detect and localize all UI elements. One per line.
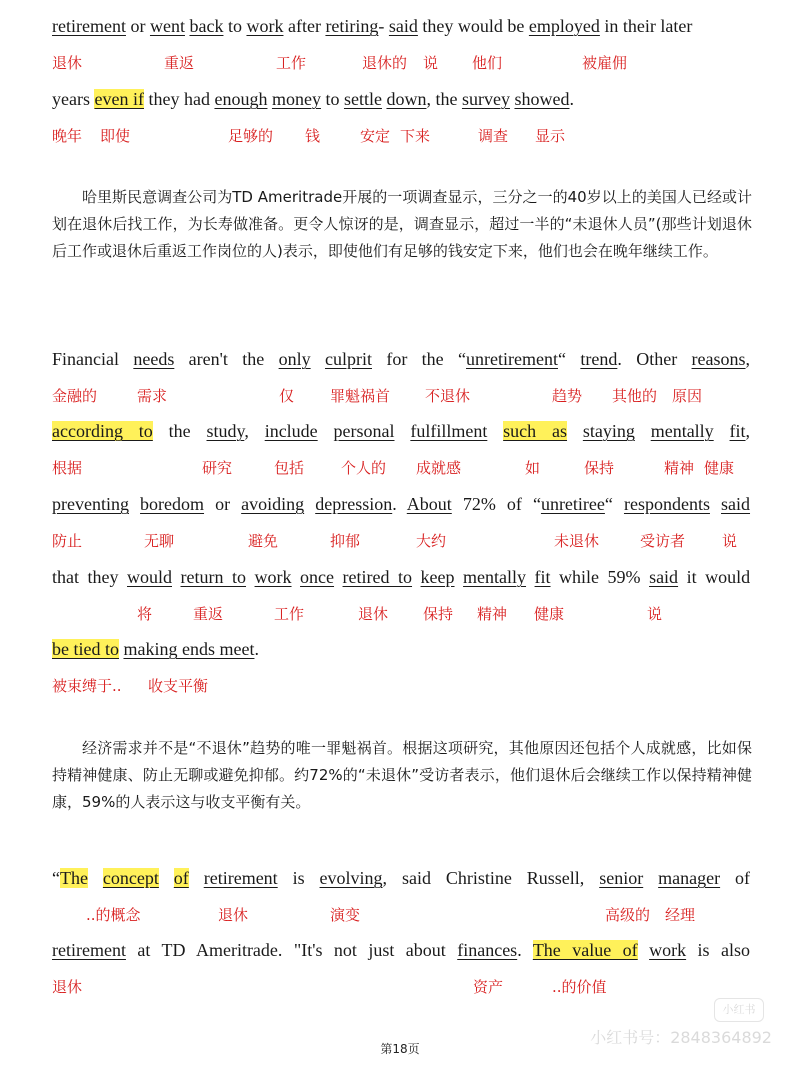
gloss-annotation: 足够的 — [228, 127, 274, 145]
vocab-word: retired to — [342, 567, 413, 587]
gloss-annotation: 精神 — [477, 605, 508, 623]
gloss-annotation: 重返 — [193, 605, 224, 623]
vocab-word: keep — [420, 567, 455, 587]
vocab-word: evolving — [319, 868, 383, 888]
text-run — [159, 868, 174, 888]
gloss-annotation: 退休 — [52, 54, 83, 72]
gloss-annotation: 说 — [647, 605, 663, 623]
gloss-annotation: 调查 — [478, 127, 509, 145]
text-run: , said Christine Russell, — [382, 868, 600, 888]
english-line-6 — [52, 564, 750, 590]
english-line-3 — [52, 346, 750, 372]
vocab-word: making ends meet — [123, 639, 255, 659]
text-run — [304, 494, 315, 514]
english-line-5 — [52, 491, 750, 517]
text-run: . — [517, 940, 533, 960]
vocab-word: include — [264, 421, 318, 441]
watermark-text: 小红书号：2848364892 — [590, 1028, 772, 1047]
text-run: or — [125, 16, 150, 36]
vocab-word: back — [189, 16, 224, 36]
text-run — [714, 421, 730, 441]
gloss-annotation: 根据 — [52, 459, 83, 477]
vocab-word: avoiding — [241, 494, 305, 514]
vocab-word: preventing — [52, 494, 129, 514]
gloss-annotation: ..的价值 — [552, 978, 607, 996]
text-run: . — [569, 89, 574, 109]
vocab-word: work — [254, 567, 292, 587]
vocab-word: culprit — [324, 349, 372, 369]
vocab-word: boredom — [140, 494, 205, 514]
gloss-annotation: 受访者 — [640, 532, 686, 550]
vocab-word: retiring — [325, 16, 379, 36]
gloss-annotation: 工作 — [276, 54, 307, 72]
vocab-word: retirement — [203, 868, 278, 888]
gloss-annotation: 健康 — [534, 605, 565, 623]
text-run — [88, 868, 103, 888]
gloss-annotation: 不退休 — [425, 387, 471, 405]
text-run — [643, 868, 658, 888]
vocab-word: study — [206, 421, 245, 441]
text-run: . Other — [617, 349, 692, 369]
gloss-annotation: 演变 — [330, 906, 361, 924]
vocab-word: unretirement — [466, 349, 558, 369]
gloss-annotation: 成就感 — [416, 459, 462, 477]
vocab-word: showed — [514, 89, 570, 109]
vocab-word: down — [386, 89, 427, 109]
text-run: to — [223, 16, 247, 36]
text-run: for the “ — [371, 349, 467, 369]
vocab-word: return to — [180, 567, 247, 587]
gloss-annotation: 仅 — [279, 387, 295, 405]
gloss-line-7 — [52, 676, 752, 698]
english-line-1 — [52, 13, 750, 39]
text-run: they had — [143, 89, 215, 109]
text-run: that they — [52, 567, 127, 587]
text-run: at TD Ameritrade. "It's not just about — [125, 940, 458, 960]
gloss-annotation: 抑郁 — [330, 532, 361, 550]
vocab-word: senior — [599, 868, 644, 888]
gloss-annotation: 工作 — [274, 605, 305, 623]
text-run: they would be — [417, 16, 529, 36]
vocab-word: About — [406, 494, 452, 514]
vocab-word: manager — [658, 868, 721, 888]
gloss-annotation: 被雇佣 — [582, 54, 628, 72]
text-run: or — [204, 494, 242, 514]
english-line-2 — [52, 86, 750, 112]
vocab-word: depression — [315, 494, 393, 514]
text-run — [487, 421, 503, 441]
highlighted-phrase: concept — [102, 868, 159, 888]
text-run — [635, 421, 651, 441]
highlighted-phrase: even if — [94, 89, 144, 109]
vocab-word: retirement — [52, 16, 126, 36]
vocab-word: respondents — [623, 494, 710, 514]
page-number: 第18页 — [380, 1042, 420, 1056]
vocab-word: only — [278, 349, 311, 369]
gloss-line-5 — [52, 531, 752, 553]
vocab-word: once — [300, 567, 335, 587]
vocab-word: said — [721, 494, 751, 514]
text-run: it would — [678, 567, 751, 587]
gloss-annotation: 金融的 — [52, 387, 98, 405]
text-run: . — [254, 639, 259, 659]
text-run: while 59% — [550, 567, 650, 587]
gloss-annotation: 晚年 — [52, 127, 83, 145]
gloss-annotation: 个人的 — [341, 459, 387, 477]
gloss-annotation: 重返 — [164, 54, 195, 72]
vocab-word: would — [127, 567, 172, 587]
gloss-annotation: 原因 — [672, 387, 703, 405]
gloss-annotation: 趋势 — [552, 387, 583, 405]
text-run — [412, 567, 421, 587]
watermark-logo: 小红书 — [714, 998, 764, 1022]
gloss-annotation: 安定 — [360, 127, 391, 145]
gloss-annotation: 将 — [137, 605, 153, 623]
translation-paragraph-1 — [52, 184, 752, 265]
gloss-annotation: 退休 — [52, 978, 83, 996]
gloss-annotation: 退休的 — [362, 54, 408, 72]
gloss-annotation: ..的概念 — [86, 906, 141, 924]
gloss-line-3 — [52, 386, 752, 408]
highlighted-phrase: such as — [503, 421, 568, 441]
vocab-word: fulfillment — [410, 421, 488, 441]
highlighted-phrase: The value of — [532, 940, 638, 960]
english-line-8 — [52, 865, 750, 891]
text-run — [710, 494, 721, 514]
gloss-line-8 — [52, 905, 752, 927]
text-run: , the — [426, 89, 462, 109]
vocab-word: said — [388, 16, 418, 36]
vocab-word: settle — [343, 89, 382, 109]
english-line-7 — [52, 636, 750, 662]
text-run: “ — [52, 868, 60, 888]
vocab-word: employed — [528, 16, 600, 36]
gloss-annotation: 下来 — [400, 127, 431, 145]
gloss-annotation: 钱 — [305, 127, 321, 145]
gloss-annotation: 说 — [423, 54, 439, 72]
vocab-word: trend — [580, 349, 618, 369]
text-run: - — [378, 16, 389, 36]
gloss-annotation: 包括 — [274, 459, 305, 477]
text-run — [189, 868, 204, 888]
vocab-word: reasons — [691, 349, 746, 369]
gloss-line-6 — [52, 604, 752, 626]
gloss-annotation: 经理 — [665, 906, 696, 924]
gloss-line-4 — [52, 458, 752, 480]
vocab-word: staying — [582, 421, 635, 441]
translation-text-1: 哈里斯民意调查公司为TD Ameritrade开展的一项调查显示，三分之一的40岁以上的美国人已经或计划在退休后找工作，为长寿做准备。更令人惊讶的是，调查显示，超过一半的“未退休人员”(那些计划退休后工作或退休后重返工作岗位的人)表示，即使他们有足够的钱安定下来，他们也会在晚年继续工作。 — [52, 188, 752, 260]
text-run: to — [320, 89, 344, 109]
text-run — [172, 567, 181, 587]
text-run: of — [720, 868, 751, 888]
gloss-annotation: 需求 — [137, 387, 168, 405]
text-run: is — [277, 868, 320, 888]
text-run — [638, 940, 649, 960]
gloss-annotation: 健康 — [704, 459, 735, 477]
text-run — [395, 421, 411, 441]
gloss-annotation: 如 — [525, 459, 541, 477]
text-run — [318, 421, 334, 441]
text-run — [246, 567, 255, 587]
text-run: , — [244, 421, 265, 441]
vocab-word: needs — [133, 349, 175, 369]
vocab-word: finances — [457, 940, 518, 960]
vocab-word: went — [149, 16, 185, 36]
gloss-annotation: 其他的 — [612, 387, 658, 405]
vocab-word: money — [271, 89, 321, 109]
gloss-annotation: 未退休 — [554, 532, 600, 550]
gloss-annotation: 精神 — [664, 459, 695, 477]
vocab-word: mentally — [463, 567, 527, 587]
text-run — [334, 567, 343, 587]
translation-text-2: 经济需求并不是“不退休”趋势的唯一罪魁祸首。根据这项研究，其他原因还包括个人成就感，比如保持精神健康、防止无聊或避免抑郁。约72%的“未退休”受访者表示，他们退休后会继续工作以保持精神健康，59%的人表示这与收支平衡有关。 — [52, 739, 752, 811]
gloss-annotation: 无聊 — [144, 532, 175, 550]
text-run: Financial — [52, 349, 134, 369]
gloss-annotation: 被束缚于.. — [52, 677, 122, 695]
gloss-annotation: 保持 — [423, 605, 454, 623]
text-run: is also — [686, 940, 750, 960]
text-run: “ — [558, 349, 581, 369]
vocab-word: retirement — [52, 940, 126, 960]
text-run: . — [392, 494, 407, 514]
vocab-word: work — [246, 16, 284, 36]
vocab-word: fit — [534, 567, 551, 587]
text-run — [292, 567, 301, 587]
gloss-annotation: 收支平衡 — [148, 677, 209, 695]
gloss-annotation: 研究 — [202, 459, 233, 477]
gloss-annotation: 高级的 — [605, 906, 651, 924]
highlighted-phrase: of — [173, 868, 189, 888]
text-run: aren't the — [174, 349, 279, 369]
gloss-annotation: 大约 — [416, 532, 447, 550]
text-run: after — [283, 16, 326, 36]
english-line-4 — [52, 418, 750, 444]
text-run — [129, 494, 140, 514]
gloss-annotation: 防止 — [52, 532, 83, 550]
vocab-word: work — [649, 940, 687, 960]
text-run — [526, 567, 535, 587]
text-run: , — [745, 421, 751, 441]
text-run — [455, 567, 464, 587]
gloss-annotation: 资产 — [473, 978, 504, 996]
gloss-annotation: 退休 — [218, 906, 249, 924]
vocab-word: enough — [214, 89, 268, 109]
text-run — [567, 421, 583, 441]
vocab-word: survey — [461, 89, 510, 109]
gloss-line-1 — [52, 53, 752, 75]
text-run: years — [52, 89, 95, 109]
vocab-word: mentally — [650, 421, 714, 441]
text-run: in their later — [599, 16, 693, 36]
vocab-word: said — [649, 567, 679, 587]
vocab-word: unretiree — [540, 494, 605, 514]
text-run — [311, 349, 325, 369]
english-line-9 — [52, 937, 750, 963]
gloss-annotation: 说 — [722, 532, 738, 550]
vocab-word: fit — [729, 421, 746, 441]
text-run: “ — [604, 494, 624, 514]
text-run: 72% of “ — [451, 494, 541, 514]
highlighted-phrase: according to — [52, 421, 153, 441]
highlighted-phrase: The — [60, 868, 88, 888]
gloss-line-9 — [52, 977, 752, 999]
text-run: the — [152, 421, 207, 441]
highlighted-phrase: be tied to — [52, 639, 119, 659]
gloss-annotation: 保持 — [584, 459, 615, 477]
gloss-annotation: 退休 — [358, 605, 389, 623]
text-run: , — [745, 349, 751, 369]
gloss-annotation: 罪魁祸首 — [330, 387, 391, 405]
gloss-annotation: 显示 — [535, 127, 566, 145]
vocab-word: personal — [333, 421, 395, 441]
gloss-annotation: 他们 — [472, 54, 503, 72]
gloss-annotation: 即使 — [100, 127, 131, 145]
translation-paragraph-2 — [52, 735, 752, 816]
gloss-annotation: 避免 — [248, 532, 279, 550]
gloss-line-2 — [52, 126, 752, 148]
